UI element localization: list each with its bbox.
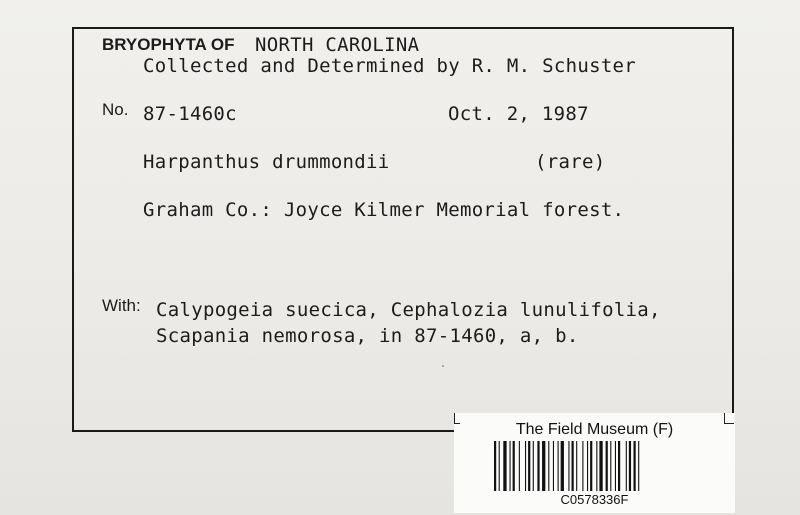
header-region: NORTH CAROLINA [255,34,420,56]
barcode-bar [510,441,511,491]
barcode-bar [537,441,539,491]
associated-species-line-1: Calypogeia suecica, Cephalozia lunulifolia, [156,299,661,321]
barcode-bar [553,441,554,491]
species-name: Harpanthus drummondii [143,151,390,173]
barcode-bar [629,441,631,491]
barcode-bar [558,441,559,491]
barcode-bar [618,441,620,491]
museum-barcode-label [454,413,735,513]
barcode-bar [542,441,545,491]
barcode-bar [513,441,515,491]
specimen-label [72,27,734,432]
barcode-bar [599,441,602,491]
barcode-bar [582,441,583,491]
paper-speck [442,365,444,367]
museum-name: The Field Museum (F) [515,421,674,438]
barcode-bar [499,441,500,491]
barcode-bar [548,441,549,491]
barcode-bar [634,441,636,491]
barcode-bar [576,441,577,491]
barcode-bar [638,441,639,491]
barcode-bar [503,441,506,491]
barcode-bar [615,441,616,491]
rarity-note: (rare) [535,151,606,173]
number-label: No. [102,100,129,119]
barcode-bar [626,441,627,491]
barcode-bar [519,441,520,491]
with-label: With: [102,296,141,315]
collection-date: Oct. 2, 1987 [448,103,589,125]
barcode-bar [561,441,564,491]
barcode-bar [494,441,496,491]
number-value: 87-1460c [143,103,237,125]
associated-species-line-2: Scapania nemorosa, in 87-1460, a, b. [156,325,579,347]
barcode-bar [610,441,611,491]
barcode-bar [528,441,530,491]
barcode-bar [572,441,574,491]
barcode-number: C0578336F [560,492,629,507]
barcode-bar [590,441,592,491]
header-prefix: BRYOPHYTA OF [102,35,235,54]
collector-line: Collected and Determined by R. M. Schuster [143,55,637,77]
locality: Graham Co.: Joyce Kilmer Memorial forest. [143,199,625,221]
barcode-bar [606,441,608,491]
barcode-bar [525,441,526,491]
barcode-bar [587,441,588,491]
barcode-bar [568,441,569,491]
barcode-bar [533,441,534,491]
barcode [494,441,694,491]
barcode-bar [596,441,597,491]
